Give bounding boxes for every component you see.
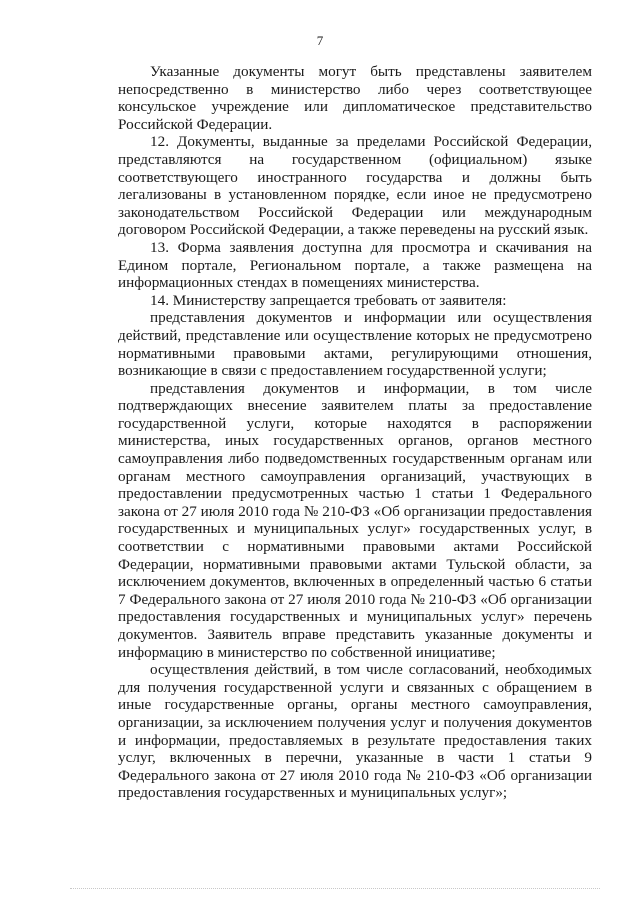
page-number: 7 [316,33,324,48]
paragraph-requirement-3: осуществления действий, в том числе согласований, необходимых для получения государственной услуги и связанных с обращением в иные государственные органы, органы местного самоуправления, организации, за исключением получения услуг и получения документов и информации, предоставляемых в результате предоставления таких услуг, включенных в перечни, указанные в части 1 статьи 9 Федерального закона от 27 июля 2010 года № 210-ФЗ «Об организации предоставления государственных и муниципальных услуг»; [118,661,592,802]
scan-edge-line [70,888,600,889]
paragraph-item-12: 12. Документы, выданные за пределами Российской Федерации, представляются на государственном (официальном) языке соответствующего иностранного государства и должны быть легализованы в установленном порядке, если иное не предусмотрено законодательством Российской Федерации или международным договором Российской Федерации, а также переведены на русский язык. [118,133,592,239]
paragraph-item-13: 13. Форма заявления доступна для просмотра и скачивания на Едином портале, Региональном портале, а также размещена на информационных стендах в помещениях министерства. [118,238,592,292]
paragraph-requirement-2: представления документов и информации, в том числе подтверждающих внесение заявителем платы за предоставление государственной услуги, которые находятся в распоряжении министерства, иных государственных органов, органов местного самоуправления либо подведомственных государственным органам или органам местного самоуправления организаций, участвующих в предоставлении предусмотренных частью 1 статьи 1 Федерального закона от 27 июля 2010 года № 210-ФЗ «Об организации предоставления государственных и муниципальных услуг» государственных услуг, в соответствии с нормативными правовыми актами Российской Федерации, нормативными правовыми актами Тульской области, за исключением документов, включенных в определенный частью 6 статьи 7 Федерального закона от 27 июля 2010 года № 210-ФЗ «Об организации предоставления государственных и муниципальных услуг» перечень документов. Заявитель вправе представить указанные документы и информацию в министерство по собственной инициативе; [118,379,592,661]
paragraph-requirement-1: представления документов и информации или осуществления действий, представление или осуществление которых не предусмотрено нормативными правовыми актами, регулирующими отношения, возникающие в связи с предоставлением государственной услуги; [118,309,592,380]
paragraph-documents-submission: Указанные документы могут быть представлены заявителем непосредственно в министерство либо через соответствующее консульское учреждение или дипломатическое представительство Российской Федерации. [118,63,592,133]
document-body [118,63,592,802]
paragraph-item-14: 14. Министерству запрещается требовать от заявителя: [150,291,507,309]
